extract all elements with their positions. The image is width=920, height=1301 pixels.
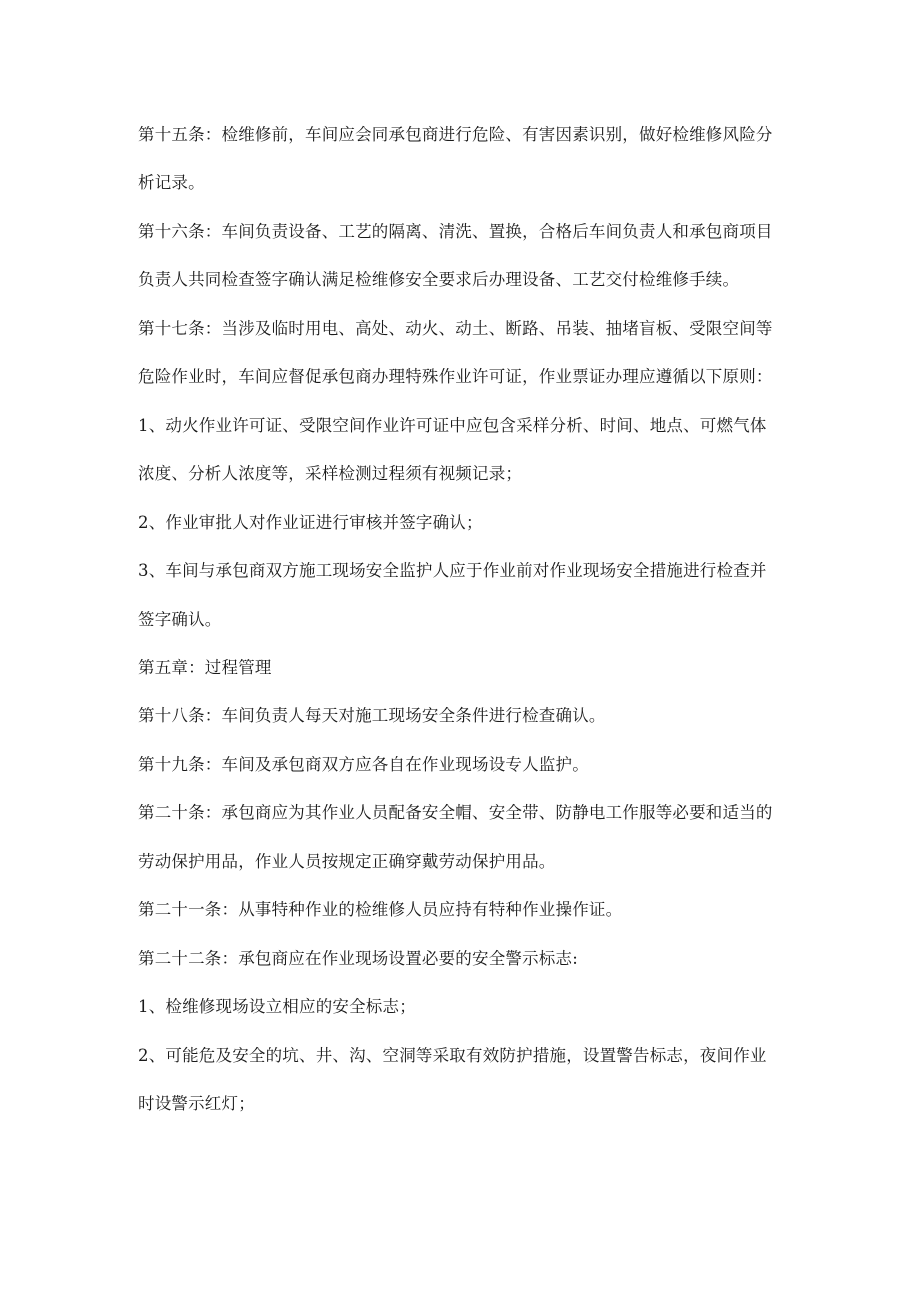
text-line: 3、车间与承包商双方施工现场安全监护人应于作业前对作业现场安全措施进行检查并 <box>138 561 767 580</box>
chapter-heading: 第五章：过程管理 <box>138 658 272 677</box>
text-line: 第十六条：车间负责设备、工艺的隔离、清洗、置换，合格后车间负责人和承包商项目 <box>138 222 773 241</box>
text-line: 1、动火作业许可证、受限空间作业许可证中应包含采样分析、时间、地点、可燃气体 <box>138 416 767 435</box>
text-line: 签字确认。 <box>138 610 222 629</box>
text-line: 析记录。 <box>138 173 205 192</box>
text-line: 第二十一条：从事特种作业的检维修人员应持有特种作业操作证。 <box>138 900 623 919</box>
text-line: 第十七条：当涉及临时用电、高处、动火、动土、断路、吊装、抽堵盲板、受限空间等 <box>138 319 773 338</box>
text-line: 第二十条：承包商应为其作业人员配备安全帽、安全带、防静电工作服等必要和适当的 <box>138 803 773 822</box>
text-line: 劳动保护用品，作业人员按规定正确穿戴劳动保护用品。 <box>138 852 556 871</box>
text-line: 第十五条：检维修前，车间应会同承包商进行危险、有害因素识别，做好检维修风险分 <box>138 125 773 144</box>
text-line: 2、可能危及安全的坑、井、沟、空洞等采取有效防护措施，设置警告标志，夜间作业 <box>138 1046 767 1065</box>
text-line: 第十八条：车间负责人每天对施工现场安全条件进行检查确认。 <box>138 706 606 725</box>
text-line: 第十九条：车间及承包商双方应各自在作业现场设专人监护。 <box>138 755 589 774</box>
text-line: 危险作业时，车间应督促承包商办理特殊作业许可证，作业票证办理应遵循以下原则： <box>138 367 773 386</box>
text-line: 负责人共同检查签字确认满足检维修安全要求后办理设备、工艺交付检维修手续。 <box>138 270 740 289</box>
text-line: 第二十二条：承包商应在作业现场设置必要的安全警示标志: <box>138 949 578 968</box>
text-line: 浓度、分析人浓度等，采样检测过程须有视频记录； <box>138 464 523 483</box>
text-line: 1、检维修现场设立相应的安全标志； <box>138 997 416 1016</box>
text-line: 2、作业审批人对作业证进行审核并签字确认； <box>138 513 483 532</box>
text-line: 时设警示红灯； <box>138 1094 255 1113</box>
